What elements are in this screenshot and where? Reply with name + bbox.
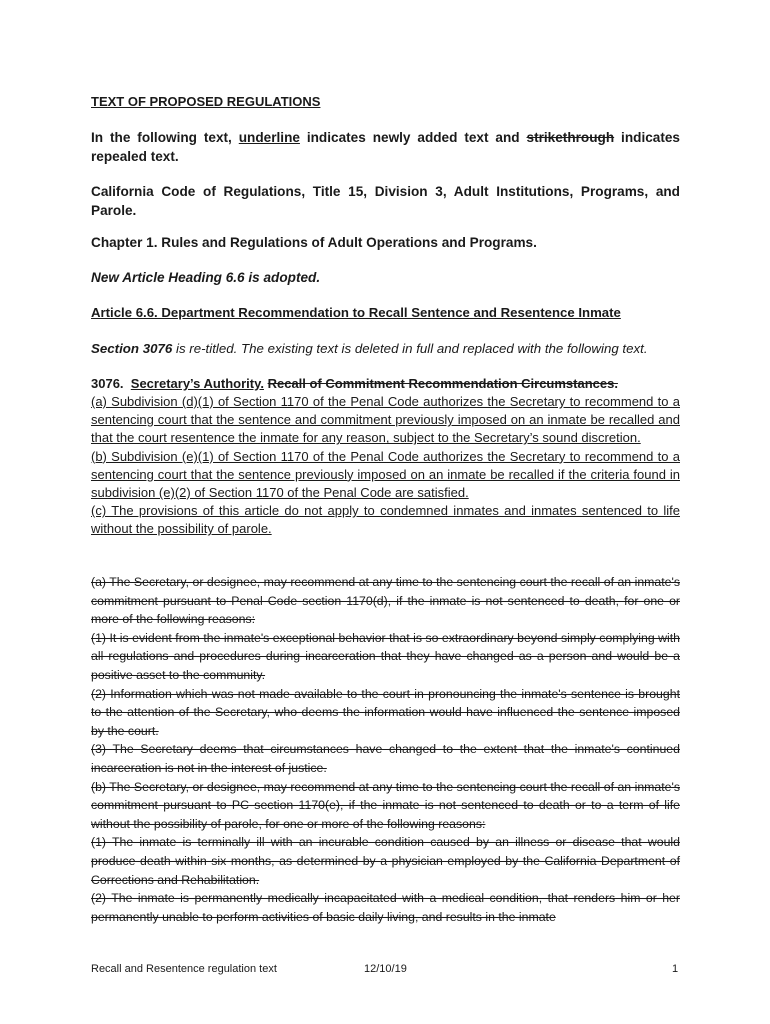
code-reference: California Code of Regulations, Title 15, Division 3, Adult Institutions, Programs, and Parole. bbox=[91, 184, 680, 218]
footer-date: 12/10/19 bbox=[364, 963, 407, 975]
section-note-text: is re-titled. The existing text is deleted in full and replaced with the following text. bbox=[172, 341, 648, 356]
section-heading-number: 3076. bbox=[91, 376, 124, 391]
intro-text-3: indicates repealed text. bbox=[91, 130, 680, 164]
footer-page-number: 1 bbox=[672, 963, 679, 975]
section-heading-old-title: Recall of Commitment Recommendation Circumstances. bbox=[267, 376, 618, 391]
section-note bbox=[91, 341, 680, 356]
section-number-label: Section 3076 bbox=[91, 341, 173, 356]
repealed-paragraph: (a) The Secretary, or designee, may recommend at any time to the sentencing court the recall of an inmate's commitment pursuant to Penal Code section 1170(d), if the inmate is not sentenced to death, for one or more of the following reasons: bbox=[91, 575, 680, 627]
new-text-paragraph-c: (c) The provisions of this article do not apply to condemned inmates and inmates sentenced to life without the possibility of parole. bbox=[91, 503, 680, 537]
new-text-paragraph-a: (a) Subdivision (d)(1) of Section 1170 of the Penal Code authorizes the Secretary to recommend to a sentencing court that the sentence and commitment previously imposed on an inmate be recalled and that the court resentence the inmate for any reason, subject to the Secretary’s sound discretion. bbox=[91, 394, 680, 446]
repealed-paragraph: (2) Information which was not made available to the court in pronouncing the inmate's sentence is brought to the attention of the Secretary, who deems the information would have influenced the sentence imposed by the court. bbox=[91, 686, 680, 738]
repealed-paragraph: (b) The Secretary, or designee, may recommend at any time to the sentencing court the recall of an inmate's commitment pursuant to PC section 1170(e), if the inmate is not sentenced to death or to a term of life without the possibility of parole, for one or more of the following reasons: bbox=[91, 779, 680, 831]
intro-strike-word: strikethrough bbox=[526, 130, 615, 145]
repealed-paragraph: (1) It is evident from the inmate's exceptional behavior that is so extraordinary beyond simply complying with all regulations and procedures during incarceration that they have changed as a person and would be a positive asset to the community. bbox=[91, 630, 680, 682]
repealed-paragraph: (2) The inmate is permanently medically incapacitated with a medical condition, that renders him or her permanently unable to perform activities of basic daily living, and results in the inmate bbox=[91, 891, 680, 924]
intro-text-1: In the following text, bbox=[91, 130, 239, 145]
repealed-paragraph: (1) The inmate is terminally ill with an incurable condition caused by an illness or disease that would produce death within six months, as determined by a physician employed by the California Department of Corrections and Rehabilitation. bbox=[91, 835, 680, 887]
new-text-paragraph-b: (b) Subdivision (e)(1) of Section 1170 of the Penal Code authorizes the Secretary to recommend to a sentencing court that the sentence previously imposed on an inmate be recalled if the criteria found in subdivision (e)(2) of Section 1170 of the Penal Code are satisfied. bbox=[91, 448, 680, 501]
intro-paragraph bbox=[91, 128, 680, 166]
document-title: TEXT OF PROPOSED REGULATIONS bbox=[91, 94, 321, 109]
section-heading bbox=[91, 376, 680, 391]
repealed-paragraph: (3) The Secretary deems that circumstances have changed to the extent that the inmate's continued incarceration is not in the interest of justice. bbox=[91, 742, 680, 775]
intro-text-2: indicates newly added text and bbox=[299, 130, 527, 145]
article-heading: Article 6.6. Department Recommendation to Recall Sentence and Resentence Inmate bbox=[91, 305, 621, 320]
new-article-note: New Article Heading 6.6 is adopted. bbox=[91, 270, 321, 285]
footer-document-name: Recall and Resentence regulation text bbox=[91, 963, 277, 975]
section-heading-new-title: Secretary’s Authority. bbox=[130, 376, 264, 391]
intro-underline-word: underline bbox=[238, 130, 300, 145]
chapter-heading: Chapter 1. Rules and Regulations of Adult Operations and Programs. bbox=[91, 235, 537, 250]
repealed-text-block bbox=[91, 573, 680, 926]
new-text-block bbox=[91, 393, 680, 539]
